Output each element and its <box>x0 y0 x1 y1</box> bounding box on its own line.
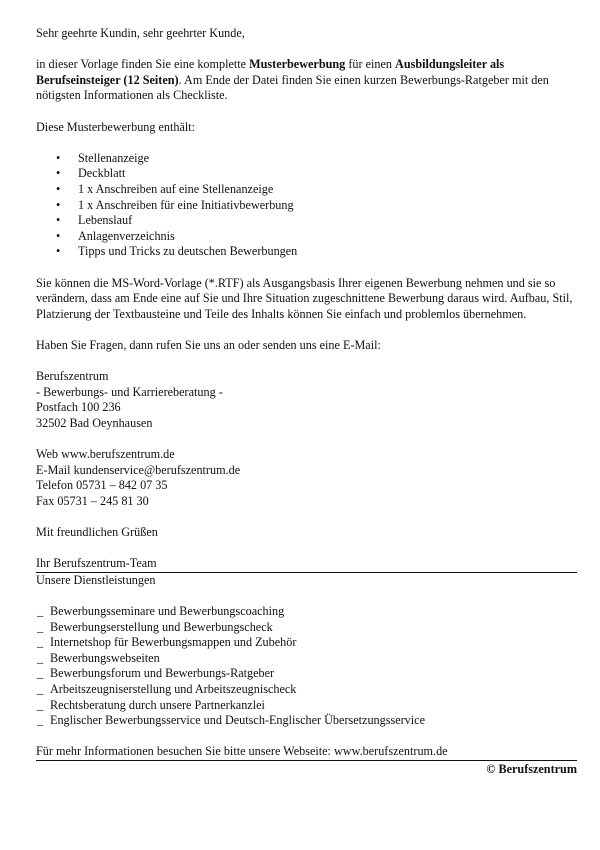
list-item <box>36 604 577 620</box>
fax-number: Fax 05731 – 245 81 30 <box>36 493 149 508</box>
city: 32502 Bad Oeynhausen <box>36 415 153 430</box>
bullet-marker: _ <box>37 666 44 681</box>
document-page <box>36 26 577 778</box>
service-label: Bewerbungserstellung und Bewerbungscheck <box>50 619 273 634</box>
service-label: Bewerbungsforum und Bewerbungs-Ratgeber <box>50 666 275 681</box>
service-label: Englischer Bewerbungsservice und Deutsch-Englischer Übersetzungsservice <box>50 713 425 728</box>
bullet-marker: _ <box>37 619 44 634</box>
bullet-marker: _ <box>37 681 44 696</box>
service-label: Arbeitszeugniserstellung und Arbeitszeugnischeck <box>50 681 297 696</box>
intro-text-1: in dieser Vorlage finden Sie eine komplette <box>36 57 250 72</box>
list-item: • Tipps und Tricks zu deutschen Bewerbungen <box>36 244 577 260</box>
postbox: Postfach 100 236 <box>36 400 121 415</box>
intro-text-3: . Am Ende der Datei finden Sie einen kurzen Bewerbungs-Ratgeber mit den nötigsten Informationen als Checkliste. <box>36 72 549 103</box>
service-label: Bewerbungsseminare und Bewerbungscoaching <box>50 603 285 618</box>
bullet-marker: _ <box>37 603 44 618</box>
list-item <box>36 698 577 714</box>
copyright: © Berufszentrum <box>486 761 577 776</box>
more-info: Für mehr Informationen besuchen Sie bitte unsere Webseite: www.berufszentrum.de <box>36 744 448 759</box>
company-name: Berufszentrum <box>36 369 109 384</box>
service-label: Internetshop für Bewerbungsmappen und Zubehör <box>50 635 297 650</box>
address-block <box>36 369 577 431</box>
web-link[interactable]: Web www.berufszentrum.de <box>36 447 175 462</box>
questions-paragraph: Haben Sie Fragen, dann rufen Sie uns an oder senden uns eine E-Mail: <box>36 337 381 352</box>
list-item <box>36 666 577 682</box>
bullet-marker: _ <box>37 697 44 712</box>
list-item: • 1 x Anschreiben für eine Initiativbewerbung <box>36 198 577 214</box>
list-item <box>36 651 577 667</box>
list-item: • Stellenanzeige <box>36 151 577 167</box>
usage-paragraph: Sie können die MS-Word-Vorlage (*.RTF) als Ausgangsbasis Ihrer eigenen Bewerbung nehmen und sie so verändern, dass am Ende eine auf Sie und Ihre Situation zugeschnittene Bewerbung daraus wird. Aufbau, Stil, Platzierung der Textbausteine und Teile des Inhalts können Sie einfach und problemlos übernehmen. <box>36 275 573 321</box>
list-item <box>36 635 577 651</box>
list-item: • Deckblatt <box>36 166 577 182</box>
bullet-marker: _ <box>37 713 44 728</box>
contents-list <box>36 151 577 260</box>
list-item <box>36 620 577 636</box>
intro-bold-1: Musterbewerbung <box>249 57 346 72</box>
services-list <box>36 604 577 729</box>
company-subtitle: - Bewerbungs- und Karriereberatung - <box>36 384 223 399</box>
intro-paragraph <box>36 57 577 104</box>
intro-bold-2: Ausbildungsleiter als Berufseinsteiger (12 Seiten) <box>36 57 505 87</box>
bullet-marker: _ <box>37 650 44 665</box>
service-label: Bewerbungswebseiten <box>50 650 160 665</box>
services-heading: Unsere Dienstleistungen <box>36 572 156 587</box>
phone-number: Telefon 05731 – 842 07 35 <box>36 478 168 493</box>
contents-heading: Diese Musterbewerbung enthält: <box>36 119 196 134</box>
contact-block <box>36 447 577 509</box>
intro-text-2: für einen <box>345 57 396 72</box>
bullet-marker: _ <box>37 635 44 650</box>
list-item: • 1 x Anschreiben auf eine Stellenanzeige <box>36 182 577 198</box>
list-item: • Lebenslauf <box>36 213 577 229</box>
greeting: Sehr geehrte Kundin, sehr geehrter Kunde, <box>36 26 245 40</box>
list-item: • Anlagenverzeichnis <box>36 229 577 245</box>
list-item <box>36 713 577 729</box>
email-link[interactable]: E-Mail kundenservice@berufszentrum.de <box>36 462 241 477</box>
list-item <box>36 682 577 698</box>
service-label: Rechtsberatung durch unsere Partnerkanzlei <box>50 697 265 712</box>
signature: Ihr Berufszentrum-Team <box>36 556 157 571</box>
closing: Mit freundlichen Grüßen <box>36 525 158 539</box>
